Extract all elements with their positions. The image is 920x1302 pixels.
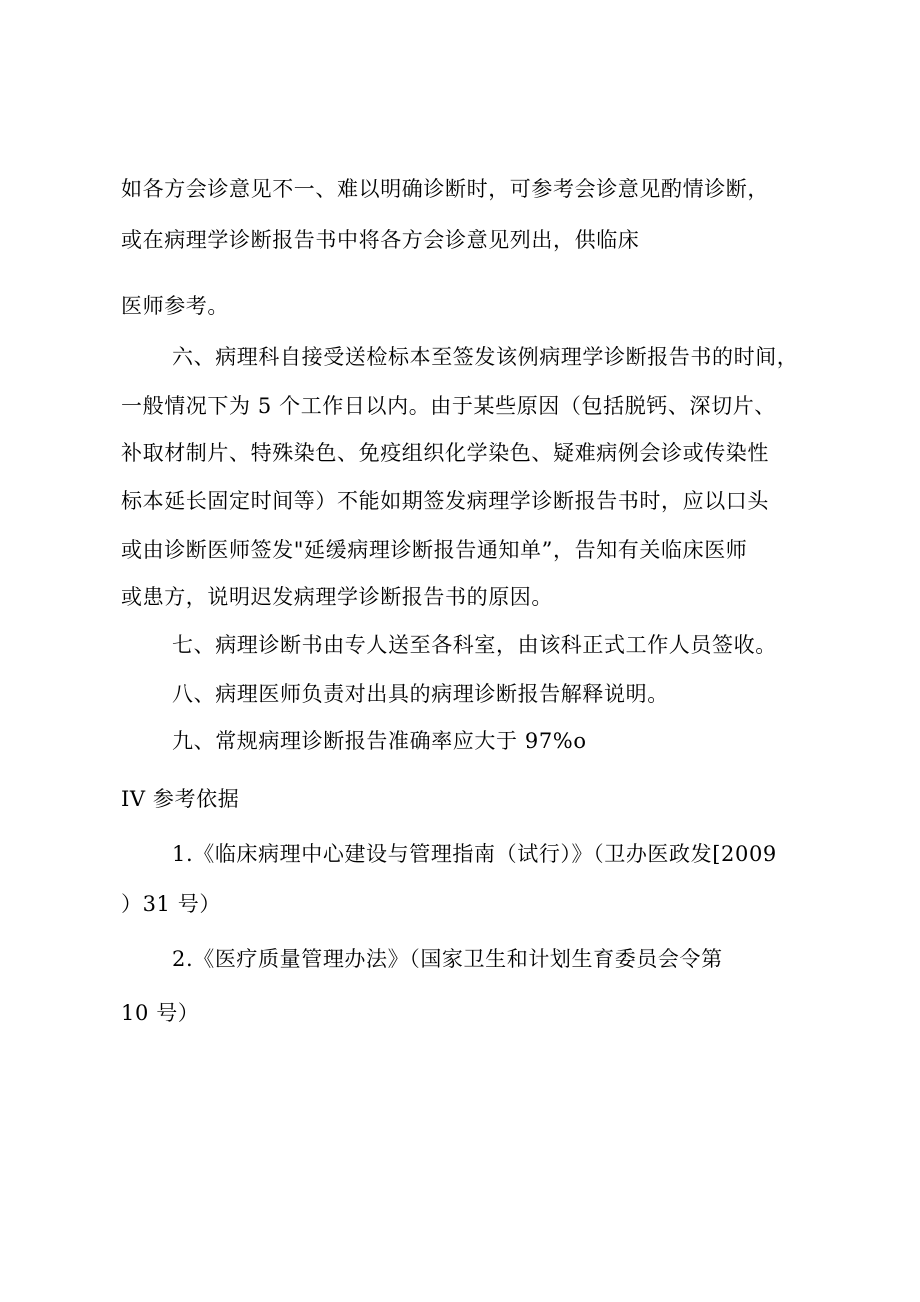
text-line: 九、常规病理诊断报告准确率应大于 97%o	[172, 729, 587, 753]
reference-item: ）31 号）	[121, 892, 221, 916]
reference-item: 10 号）	[121, 1001, 200, 1025]
text-line: 一般情况下为 5 个工作日以内。由于某些原因（包括脱钙、深切片、	[121, 394, 776, 418]
text-line: 七、病理诊断书由专人送至各科室，由该科正式工作人员签收。	[172, 633, 777, 657]
reference-item: 1.《临床病理中心建设与管理指南（试行）》（卫办医政发[2009	[172, 842, 777, 866]
text-line: 或患方，说明迟发病理学诊断报告书的原因。	[121, 585, 553, 609]
text-line: 六、病理科自接受送检标本至签发该例病理学诊断报告书的时间，	[172, 345, 799, 369]
reference-item: 2.《医疗质量管理办法》（国家卫生和计划生育委员会令第	[172, 947, 723, 971]
section-heading: IV 参考依据	[121, 787, 240, 811]
text-line: 八、病理医师负责对出具的病理诊断报告解释说明。	[172, 682, 669, 706]
text-line: 医师参考。	[121, 294, 229, 318]
text-line: 补取材制片、特殊染色、免疫组织化学染色、疑难病例会诊或传染性	[121, 441, 769, 465]
text-line: 标本延长固定时间等）不能如期签发病理学诊断报告书时，应以口头	[121, 489, 769, 513]
text-line: 或由诊断医师签发"延缓病理诊断报告通知单”，告知有关临床医师	[121, 538, 748, 562]
text-line: 或在病理学诊断报告书中将各方会诊意见列出，供临床	[121, 228, 640, 252]
text-line: 如各方会诊意见不一、难以明确诊断时，可参考会诊意见酌情诊断，	[121, 177, 769, 201]
